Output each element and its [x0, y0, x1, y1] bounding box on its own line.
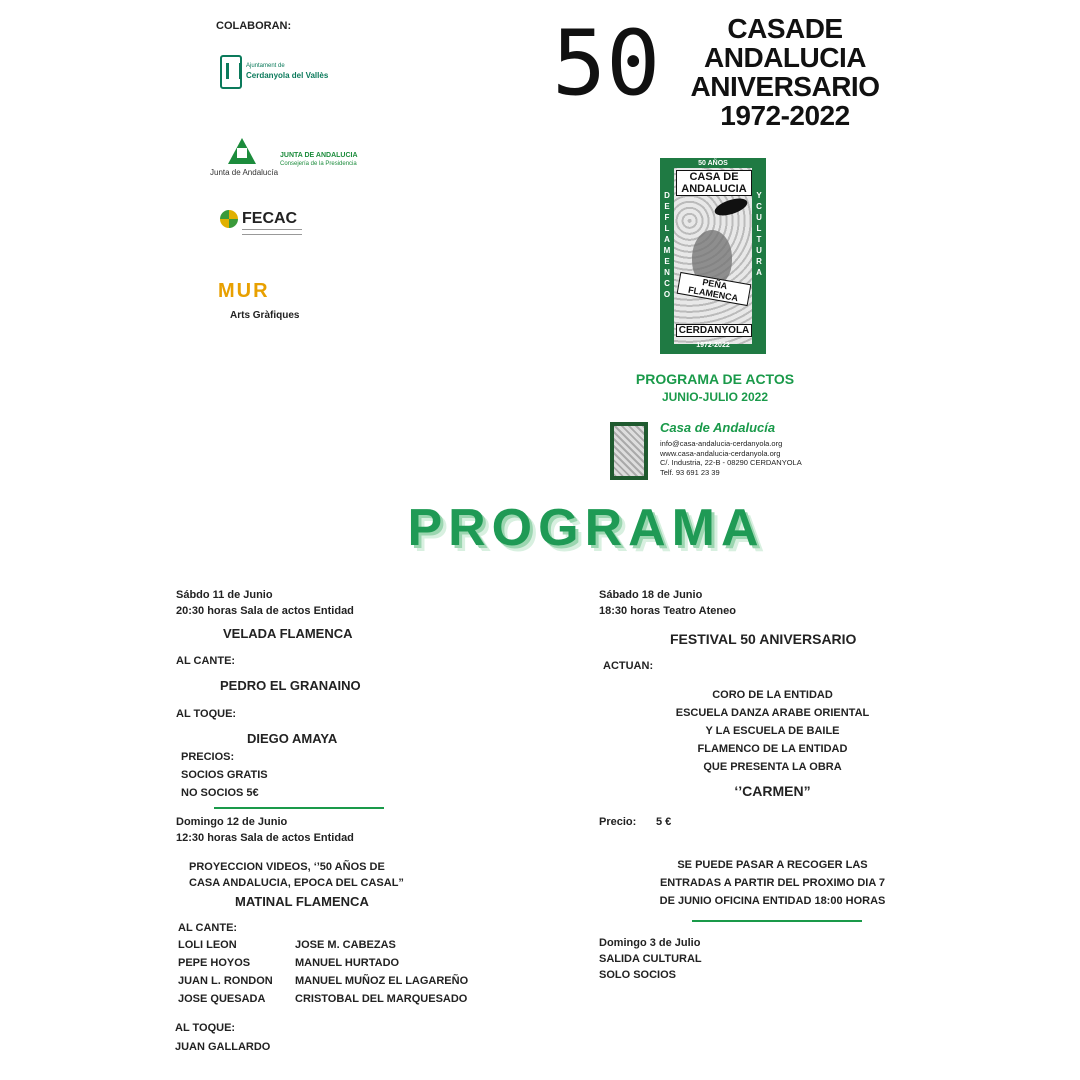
poster-cerdanyola: CERDANYOLA — [676, 324, 752, 337]
program-header-line1: PROGRAMA DE ACTOS — [635, 371, 795, 387]
singer-a-1: LOLI LEON — [178, 939, 237, 951]
ev2-toque: JUAN GALLARDO — [175, 1041, 271, 1053]
fecac-name: FECAC — [242, 210, 298, 227]
ev1-cante-label: AL CANTE: — [176, 655, 236, 667]
ev2-toque-label: AL TOQUE: — [175, 1022, 236, 1034]
singer-a-4: JOSE QUESADA — [178, 993, 266, 1005]
ev4-title: SALIDA CULTURAL — [599, 953, 702, 965]
ev3-time: 18:30 horas Teatro Ateneo — [599, 605, 736, 617]
junta-a-icon — [228, 138, 256, 164]
header-line-2: ANDALUCIA — [704, 42, 866, 73]
anniversary-number: 50 — [552, 11, 661, 116]
singer-a-3: JUAN L. RONDON — [178, 975, 273, 987]
poster-right-side: Y C U L T U R A — [756, 191, 762, 277]
header-line-4: 1972-2022 — [720, 100, 850, 131]
header-line-3: ANIVERSARIO — [690, 71, 880, 102]
poster-casa — [676, 170, 752, 196]
singer-a-2: PEPE HOYOS — [178, 957, 251, 969]
programa-title: PROGRAMA — [407, 499, 765, 557]
recoger-line-3: DE JUNIO OFICINA ENTIDAD 18:00 HORAS — [659, 895, 886, 907]
precios-label: PRECIOS: — [181, 751, 235, 763]
no-socios-price: NO SOCIOS 5€ — [181, 787, 259, 799]
ev3-title: FESTIVAL 50 ANIVERSARIO — [670, 631, 857, 647]
ev2-projection-1: PROYECCION VIDEOS, ‘’50 AÑOS DE — [189, 861, 385, 873]
recoger-line-1: SE PUEDE PASAR A RECOGER LAS — [677, 859, 868, 871]
anniversary-poster — [660, 158, 766, 354]
program-header — [600, 370, 830, 406]
singer-b-2: MANUEL HURTADO — [295, 957, 400, 969]
ev4-note: SOLO SOCIOS — [599, 969, 677, 981]
recoger-line-2: ENTRADAS A PARTIR DEL PROXIMO DIA 7 — [659, 877, 886, 889]
precio-label: Precio: — [599, 816, 637, 828]
ajuntament-line1: Ajuntament de — [246, 63, 285, 69]
poster-pena: PEÑA FLAMENCA — [677, 272, 752, 306]
singer-b-4: CRISTOBAL DEL MARQUESADO — [295, 993, 468, 1005]
fecac-logo — [220, 208, 310, 238]
poster-casa-2: ANDALUCIA — [681, 183, 747, 195]
ev2-projection-2: CASA ANDALUCIA, EPOCA DEL CASAL” — [189, 877, 404, 889]
ev3-date: Sábado 18 de Junio — [599, 589, 703, 601]
ev1-cante: PEDRO EL GRANAINO — [220, 678, 361, 693]
ev3-line-2: ESCUELA DANZA ARABE ORIENTAL — [675, 707, 870, 719]
ev3-line-4: FLAMENCO DE LA ENTIDAD — [697, 743, 848, 755]
poster-left-side: D E F L A M E N C O — [663, 191, 671, 299]
casa-andalucia-mini-logo — [610, 422, 648, 480]
precio-value: 5 € — [656, 816, 672, 828]
actuan-label: ACTUAN: — [603, 660, 654, 672]
fecac-subline — [242, 229, 302, 235]
ev3-line-1: CORO DE LA ENTIDAD — [712, 689, 833, 701]
junta-andalucia-logo — [210, 138, 370, 180]
ev3-line-3: Y LA ESCUELA DE BAILE — [705, 725, 840, 737]
poster-top: 50 AÑOS — [698, 160, 728, 167]
junta-right2: Consejería de la Presidencia — [280, 161, 357, 167]
contact-block — [660, 439, 802, 477]
junta-label: Junta de Andalucía — [210, 168, 279, 177]
ev3-line-5: QUE PRESENTA LA OBRA — [703, 761, 842, 773]
junta-right1: JUNTA DE ANDALUCIA — [280, 152, 358, 159]
ev2-date: Domingo 12 de Junio — [176, 816, 288, 828]
divider-left — [214, 807, 384, 809]
ev2-time: 12:30 horas Sala de actos Entidad — [176, 832, 354, 844]
sponsors-title: COLABORAN: — [216, 20, 292, 32]
contact-phone: Telf. 93 691 23 39 — [660, 467, 720, 477]
ev2-title: MATINAL FLAMENCA — [235, 894, 369, 909]
header-title — [680, 14, 890, 130]
ev2-cante-label: AL CANTE: — [178, 922, 238, 934]
contact-web[interactable]: www.casa-andalucia-cerdanyola.org — [660, 448, 781, 458]
singer-b-1: JOSE M. CABEZAS — [295, 939, 396, 951]
mur-label: Arts Gràfiques — [230, 310, 300, 321]
ev1-date: Sábdo 11 de Junio — [176, 589, 273, 601]
socios-price: SOCIOS GRATIS — [181, 769, 268, 781]
ev3-obra: ‘’CARMEN” — [734, 783, 811, 799]
singer-b-3: MANUEL MUÑOZ EL LAGAREÑO — [295, 975, 469, 987]
ev1-title: VELADA FLAMENCA — [223, 626, 353, 641]
contact-name: Casa de Andalucía — [660, 420, 776, 435]
ev1-toque-label: AL TOQUE: — [176, 708, 237, 720]
mur-mark: MUR — [218, 280, 270, 302]
ajuntament-shield-icon — [220, 55, 242, 89]
contact-email[interactable]: info@casa-andalucia-cerdanyola.org — [660, 439, 783, 448]
fecac-sun-icon — [220, 210, 238, 228]
poster-casa-1: CASA DE — [689, 171, 739, 183]
divider-right — [692, 920, 862, 922]
program-header-line2: JUNIO-JULIO 2022 — [661, 390, 769, 404]
mur-logo — [218, 280, 308, 322]
ev4-date: Domingo 3 de Julio — [599, 937, 701, 949]
header-line-1: CASADE — [727, 13, 843, 44]
ev1-time: 20:30 horas Sala de actos Entidad — [176, 605, 354, 617]
ajuntament-logo — [220, 55, 350, 93]
ajuntament-line2: Cerdanyola del Vallès — [246, 71, 329, 80]
contact-address: C/. Industria, 22-B - 08290 CERDANYOLA — [660, 458, 802, 467]
ev1-toque: DIEGO AMAYA — [247, 731, 338, 746]
poster-years: 1972-2022 — [696, 342, 730, 349]
